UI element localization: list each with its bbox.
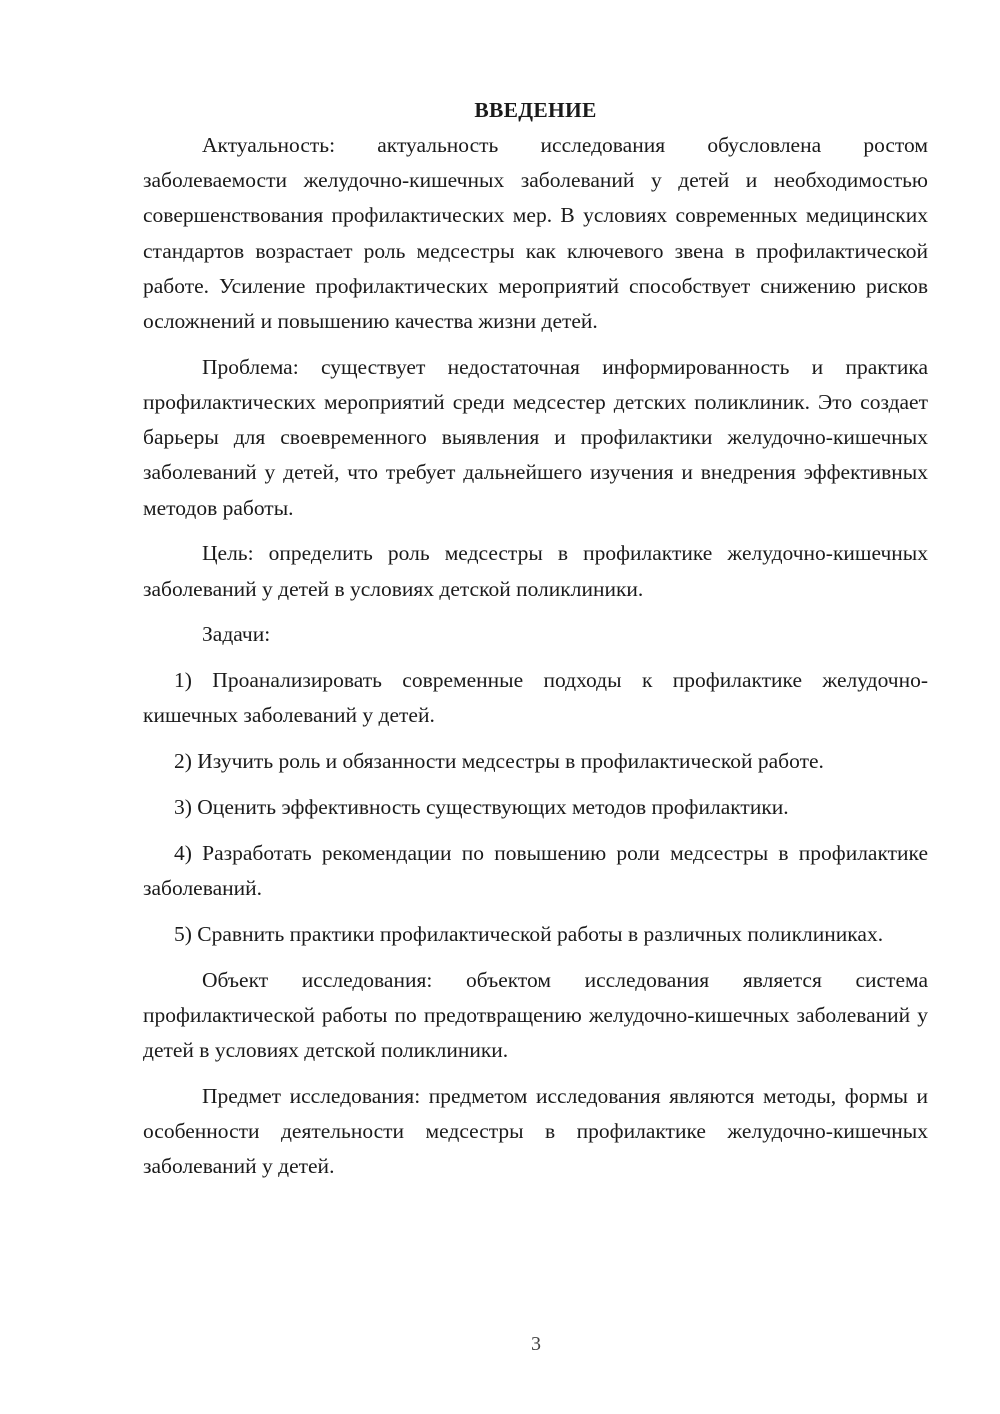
- paragraph-goal: Цель: определить роль медсестры в профилактике желудочно-кишечных заболеваний у детей в условиях детской поликлиники.: [143, 541, 928, 601]
- tasks-label: Задачи:: [202, 622, 271, 647]
- document-page: [143, 93, 928, 1195]
- task-item-1: 1) Проанализировать современные подходы к профилактике желудочно-кишечных заболеваний у детей.: [143, 668, 928, 728]
- paragraph-object: Объект исследования: объектом исследования является система профилактической работы по предотвращению желудочно-кишечных заболеваний у детей в условиях детской поликлиники.: [143, 967, 928, 1063]
- document-title: ВВЕДЕНИЕ: [474, 98, 597, 122]
- task-item-4: 4) Разработать рекомендации по повышению роли медсестры в профилактике заболеваний.: [143, 840, 928, 901]
- task-item-5: 5) Сравнить практики профилактической работы в различных поликлиниках.: [174, 921, 884, 946]
- paragraph-problem: Проблема: существует недостаточная информированность и практика профилактических мероприятий среди медсестер детских поликлиник. Это создает барьеры для своевременного выявления и профилактики желудочно-кишечных заболеваний у детей, что требует дальнейшего изучения и внедрения эффективных методов работы.: [143, 354, 928, 520]
- task-item-3: 3) Оценить эффективность существующих методов профилактики.: [174, 795, 789, 820]
- paragraph-relevance: Актуальность: актуальность исследования обусловлена ростом заболеваемости желудочно-кишечных заболеваний у детей и необходимостью совершенствования профилактических мер. В условиях современных медицинских стандартов возрастает роль медсестры как ключевого звена в профилактической работе. Усиление профилактических мероприятий способствует снижению рисков осложнений и повышению качества жизни детей.: [143, 133, 928, 334]
- task-item-2: 2) Изучить роль и обязанности медсестры в профилактической работе.: [174, 749, 824, 774]
- page-number: 3: [531, 1333, 541, 1355]
- paragraph-subject: Предмет исследования: предметом исследования являются методы, формы и особенности деятельности медсестры в профилактике желудочно-кишечных заболеваний у детей.: [143, 1083, 928, 1179]
